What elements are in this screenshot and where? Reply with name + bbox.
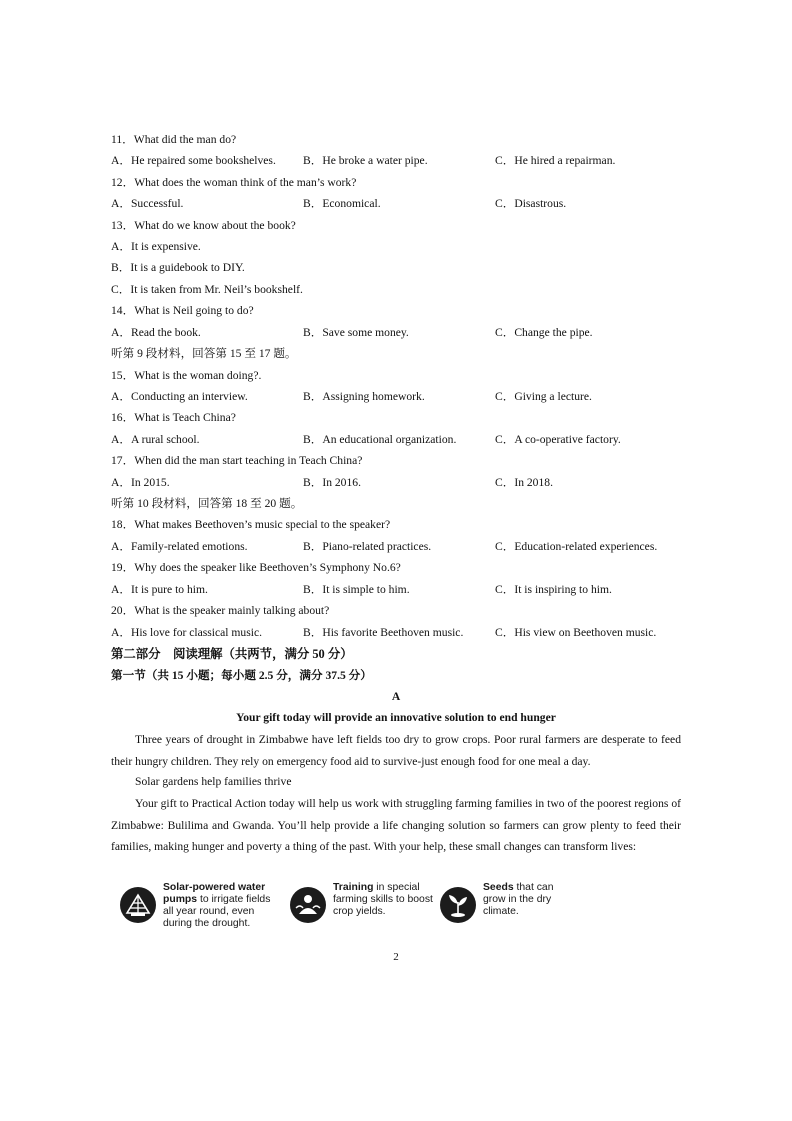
question-stem: 14．What is Neil going to do? (111, 304, 254, 317)
option-c: C．It is taken from Mr. Neil’s bookshelf. (111, 283, 303, 296)
option-a: A．Successful. (111, 197, 184, 210)
passage-title: Your gift today will provide an innovative solution to end hunger (236, 711, 556, 724)
question-options (111, 626, 691, 640)
tile-text: Seeds that can grow in the dry climate. (483, 882, 554, 917)
question-options (111, 390, 691, 404)
option-a: A．His love for classical music. (111, 626, 263, 639)
option-a: A．It is pure to him. (111, 583, 208, 596)
option-c: C．A co-operative factory. (495, 433, 621, 446)
option-b: B．An educational organization. (303, 433, 457, 446)
question-options (111, 476, 691, 490)
option-a: A．Read the book. (111, 326, 201, 339)
question-options (111, 154, 691, 168)
question-options (111, 540, 691, 554)
tile-text: Solar-powered water pumps to irrigate fields all year round, even during the drought. (163, 882, 271, 929)
passage-subheading: Solar gardens help families thrive (135, 775, 292, 788)
training-icon (289, 886, 327, 924)
option-b: B．Economical. (303, 197, 381, 210)
option-b: B．He broke a water pipe. (303, 154, 428, 167)
option-a: A．Conducting an interview. (111, 390, 248, 403)
question-stem: 20．What is the speaker mainly talking about? (111, 604, 330, 617)
option-a: A．It is expensive. (111, 240, 201, 253)
option-b: B．It is simple to him. (303, 583, 410, 596)
solutions-image-strip (115, 878, 577, 934)
passage-letter: A (391, 690, 401, 703)
listening-instruction: 听第 9 段材料，回答第 15 至 17 题。 (111, 347, 297, 360)
passage-paragraph: Your gift to Practical Action today will help us work with struggling farming families in two of the poorest regions of Zimbabwe: Bulilima and Gwanda. You’ll help provide a life changing solution so farmers can grow plenty to feed their families, making hunger and poverty a thing of the past. With your help, these small changes can transform lives: (111, 797, 681, 853)
tile-training (285, 878, 435, 934)
option-c: C．Change the pipe. (495, 326, 593, 339)
section-heading: 第一节（共 15 小题；每小题 2.5 分，满分 37.5 分） (111, 669, 372, 682)
passage-paragraph: Three years of drought in Zimbabwe have left fields too dry to grow crops. Poor rural farmers are desperate to feed their hungry children. They rely on emergency food aid to survive-just enough food for one meal a day. (111, 733, 681, 768)
option-c: C．Education-related experiences. (495, 540, 658, 553)
question-stem: 18．What makes Beethoven’s music special to the speaker? (111, 518, 391, 531)
option-b: B．Save some money. (303, 326, 409, 339)
option-c: C．He hired a repairman. (495, 154, 616, 167)
option-b: B．His favorite Beethoven music. (303, 626, 464, 639)
question-stem: 19．Why does the speaker like Beethoven’s Symphony No.6? (111, 561, 401, 574)
question-stem: 17．When did the man start teaching in Teach China? (111, 454, 363, 467)
option-c: C．In 2018. (495, 476, 553, 489)
option-b: B．Assigning homework. (303, 390, 425, 403)
question-stem: 15．What is the woman doing?. (111, 369, 262, 382)
option-c: C．Giving a lecture. (495, 390, 592, 403)
listening-instruction: 听第 10 段材料，回答第 18 至 20 题。 (111, 497, 303, 510)
seeds-icon (439, 886, 477, 924)
page-number: 2 (393, 951, 399, 963)
option-a: A．Family-related emotions. (111, 540, 248, 553)
question-options (111, 197, 691, 211)
question-stem: 16．What is Teach China? (111, 411, 236, 424)
tile-water-pumps (115, 878, 275, 934)
option-a: A．A rural school. (111, 433, 200, 446)
question-stem: 13．What do we know about the book? (111, 219, 296, 232)
tile-text: Training in special farming skills to boost crop yields. (333, 882, 433, 917)
option-a: A．In 2015. (111, 476, 170, 489)
option-a: A．He repaired some bookshelves. (111, 154, 276, 167)
option-b: B．In 2016. (303, 476, 361, 489)
option-b: B．It is a guidebook to DIY. (111, 261, 245, 274)
tile-seeds (435, 878, 575, 934)
question-options (111, 433, 691, 447)
question-options (111, 326, 691, 340)
option-c: C．His view on Beethoven music. (495, 626, 657, 639)
part-heading: 第二部分 阅读理解（共两节，满分 50 分） (111, 647, 353, 661)
question-stem: 12．What does the woman think of the man’s work? (111, 176, 357, 189)
option-c: C．It is inspiring to him. (495, 583, 612, 596)
question-options (111, 583, 691, 597)
question-stem: 11．What did the man do? (111, 133, 237, 146)
water-pump-icon (119, 886, 157, 924)
option-c: C．Disastrous. (495, 197, 567, 210)
option-b: B．Piano-related practices. (303, 540, 432, 553)
